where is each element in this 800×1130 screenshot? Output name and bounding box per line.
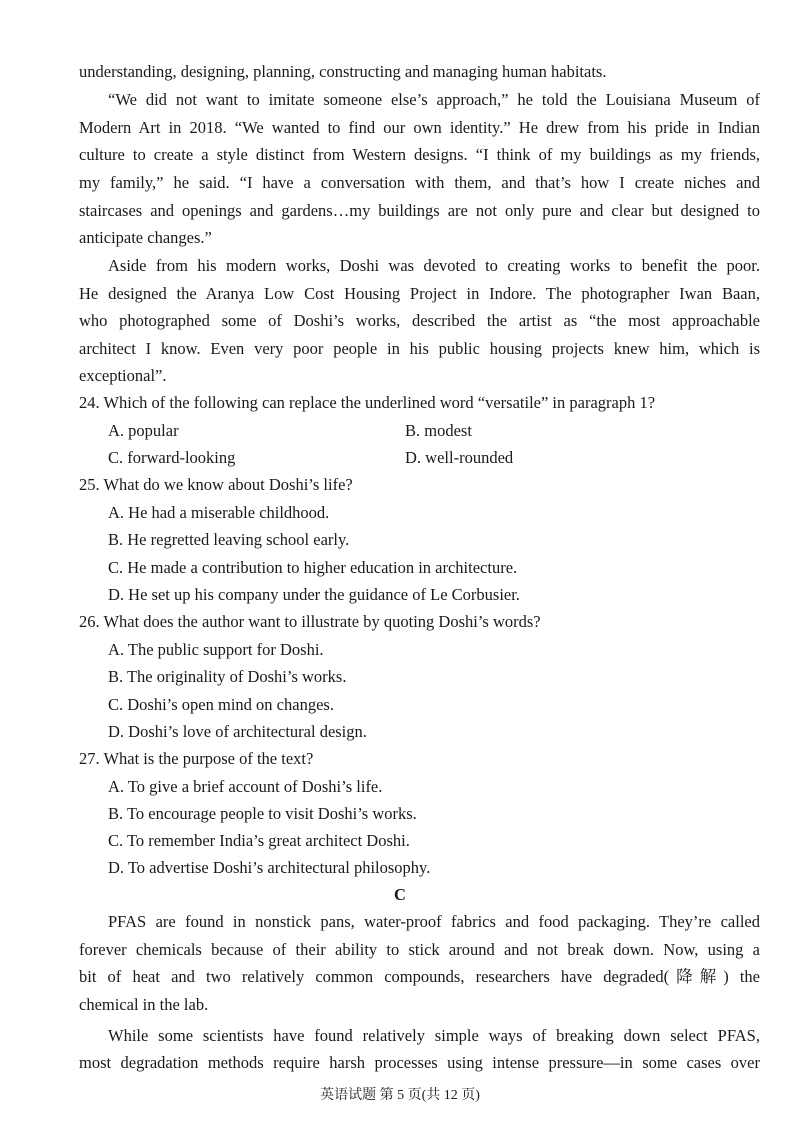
question-26-option-a[interactable]: A. The public support for Doshi. (108, 640, 324, 659)
passage-line: bit of heat and two relatively common compounds, researchers have degraded(降解) the (79, 967, 760, 986)
question-26-option-b[interactable]: B. The originality of Doshi’s works. (108, 667, 347, 686)
passage-line: exceptional”. (79, 366, 167, 385)
question-26-option-c[interactable]: C. Doshi’s open mind on changes. (108, 695, 334, 714)
question-27-option-d[interactable]: D. To advertise Doshi’s architectural philosophy. (108, 858, 431, 877)
passage-line: anticipate changes.” (79, 228, 212, 247)
section-c-heading: C (394, 885, 406, 904)
passage-line: who photographed some of Doshi’s works, described the artist as “the most approachable (79, 311, 760, 330)
question-24-option-a[interactable]: A. popular (108, 421, 179, 440)
question-25-option-c[interactable]: C. He made a contribution to higher education in architecture. (108, 558, 518, 577)
page-footer: 英语试题 第 5 页(共 12 页) (320, 1088, 480, 1103)
passage-line: my family,” he said. “I have a conversation with them, and that’s how I create niches and (79, 173, 760, 192)
question-26-option-d[interactable]: D. Doshi’s love of architectural design. (108, 722, 367, 741)
question-24-stem: 24. Which of the following can replace the underlined word “versatile” in paragraph 1? (79, 393, 656, 412)
question-25-option-d[interactable]: D. He set up his company under the guidance of Le Corbusier. (108, 585, 520, 604)
passage-line: “We did not want to imitate someone else’s approach,” he told the Louisiana Museum of (108, 90, 760, 109)
passage-line: most degradation methods require harsh processes using intense pressure—in some cases over (79, 1053, 760, 1072)
question-27-stem: 27. What is the purpose of the text? (79, 749, 314, 768)
passage-line: staircases and openings and gardens…my buildings are not only pure and clear but designed to (79, 201, 760, 220)
passage-line: architect I know. Even very poor people in his public housing projects knew him, which is (79, 339, 760, 358)
question-25-option-b[interactable]: B. He regretted leaving school early. (108, 530, 350, 549)
passage-line: chemical in the lab. (79, 995, 209, 1014)
passage-line: understanding, designing, planning, constructing and managing human habitats. (79, 62, 607, 81)
passage-line: Aside from his modern works, Doshi was devoted to creating works to benefit the poor. (108, 256, 760, 275)
passage-line: forever chemicals because of their ability to stick around and not break down. Now, using a (79, 940, 760, 959)
passage-line: PFAS are found in nonstick pans, water-proof fabrics and food packaging. They’re called (108, 912, 760, 931)
passage-line: Modern Art in 2018. “We wanted to find our own identity.” He drew from his pride in Indian (79, 118, 760, 137)
question-25-option-a[interactable]: A. He had a miserable childhood. (108, 503, 330, 522)
passage-line: While some scientists have found relatively simple ways of breaking down select PFAS, (108, 1026, 760, 1045)
question-27-option-b[interactable]: B. To encourage people to visit Doshi’s works. (108, 804, 417, 823)
question-26-stem: 26. What does the author want to illustrate by quoting Doshi’s words? (79, 612, 541, 631)
question-27-option-a[interactable]: A. To give a brief account of Doshi’s life. (108, 777, 383, 796)
question-24-option-d[interactable]: D. well-rounded (405, 448, 514, 467)
passage-line: culture to create a style distinct from Western designs. “I think of my buildings as my friends, (79, 145, 760, 164)
question-25-stem: 25. What do we know about Doshi’s life? (79, 475, 353, 494)
question-24-option-c[interactable]: C. forward-looking (108, 448, 236, 467)
question-27-option-c[interactable]: C. To remember India’s great architect Doshi. (108, 831, 410, 850)
question-24-option-b[interactable]: B. modest (405, 421, 472, 440)
passage-line: He designed the Aranya Low Cost Housing Project in Indore. The photographer Iwan Baan, (79, 284, 760, 303)
